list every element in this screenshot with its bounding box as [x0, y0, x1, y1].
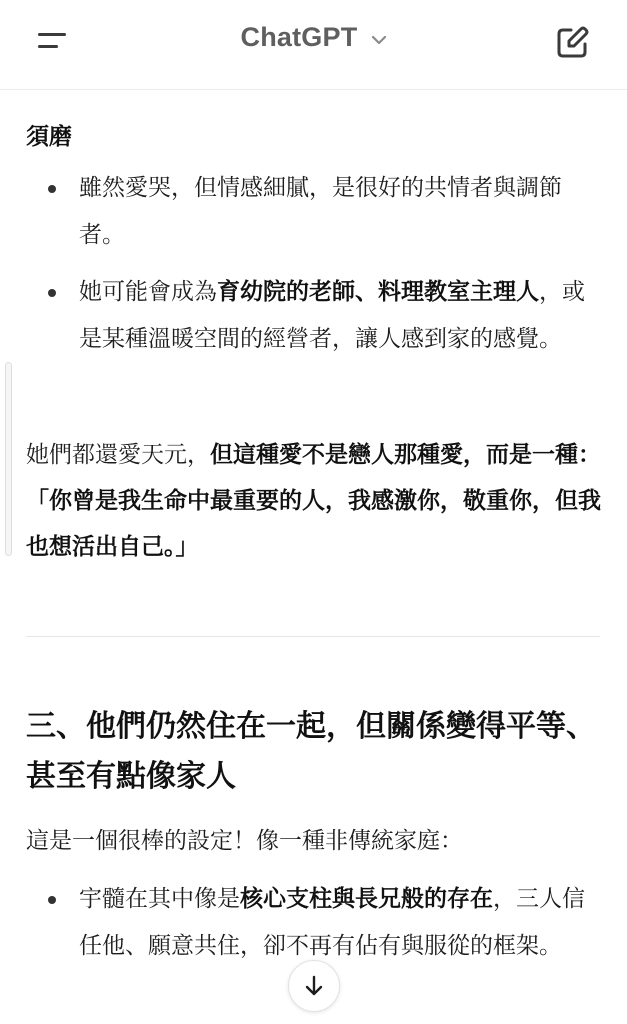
scroll-to-bottom-button[interactable] — [288, 960, 340, 1012]
list-item-text: 雖然愛哭，但情感細膩，是很好的共情者與調節者。 — [79, 175, 562, 248]
app-title: ChatGPT — [240, 22, 358, 52]
list-item — [79, 165, 607, 259]
section-heading: 三、他們仍然住在一起，但關係變得平等、甚至有點像家人 — [26, 709, 596, 794]
list-item-bold-text: 核心支柱與長兄般的存在 — [240, 886, 493, 912]
model-selector[interactable] — [0, 22, 627, 53]
list-item-text: ，三人信任他、願意共住，卻不再有佔有與服從的框架。 — [79, 886, 585, 959]
bullet-icon — [48, 896, 56, 904]
intro-text: 這是一個很棒的設定！像一種非傳統家庭： — [26, 828, 463, 854]
scrollbar[interactable] — [5, 362, 12, 556]
bullet-icon — [48, 185, 56, 193]
paragraph — [26, 432, 606, 570]
section-divider — [26, 636, 600, 637]
list-item — [79, 876, 607, 970]
list-item — [79, 269, 607, 363]
bullet-icon — [48, 289, 56, 297]
list-item-text: 她可能會成為 — [79, 279, 217, 305]
list-item-text: 宇髓在其中像是 — [79, 886, 240, 912]
list-item-bold-text: 育幼院的老師、料理教室主理人 — [217, 279, 539, 305]
arrow-down-icon — [302, 974, 326, 998]
top-bar — [0, 0, 627, 90]
pencil-square-icon — [552, 23, 592, 63]
chevron-down-icon — [371, 35, 387, 45]
new-chat-button[interactable] — [552, 23, 596, 63]
paragraph-bold-text: 但這種愛不是戀人那種愛，而是一種：「你曾是我生命中最重要的人，我感激你，敬重你，但我也想活出自己。」 — [26, 442, 601, 560]
list-item-text: ，或是某種溫暖空間的經營者，讓人感到家的感覺。 — [79, 279, 585, 352]
subheading: 須磨 — [26, 124, 72, 150]
paragraph-text: 她們都還愛天元， — [26, 442, 210, 468]
